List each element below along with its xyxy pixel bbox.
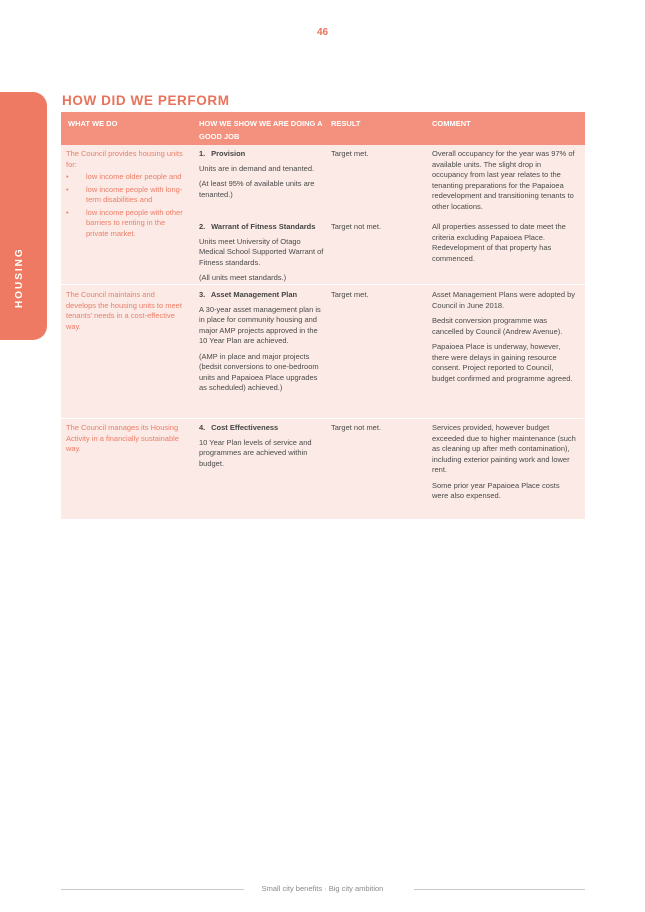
- measure-title-text: Warrant of Fitness Standards: [211, 222, 316, 231]
- page-number: 46: [316, 27, 329, 38]
- measure-text: (All units meet standards.): [199, 273, 287, 282]
- table-header: [61, 112, 585, 145]
- measure-1: [199, 149, 324, 205]
- comment-text: Some prior year Papaioea Place costs were also expensed.: [432, 480, 560, 500]
- what-bullet: • low income older people and: [66, 172, 186, 183]
- what-intro: The Council manages its Housing Activity in a financially sustainable way.: [66, 423, 179, 453]
- measure-4: [199, 423, 324, 474]
- measure-title: [199, 423, 324, 434]
- side-tab-label: HOUSING: [14, 247, 25, 308]
- header-how-we-show: HOW WE SHOW WE ARE DOING A GOOD JOB: [199, 119, 323, 141]
- measure-number: 4.: [199, 423, 206, 432]
- measure-title: [199, 222, 324, 233]
- footer-tagline: Small city benefits · Big city ambition: [261, 884, 384, 893]
- comment-2: [432, 222, 577, 269]
- row-divider: [61, 284, 585, 285]
- measure-text: (At least 95% of available units are tenanted.): [199, 179, 315, 199]
- result-2: Target not met.: [331, 222, 382, 231]
- what-we-do-group-1: [66, 149, 186, 239]
- header-result: RESULT: [331, 119, 361, 128]
- measure-number: 1.: [199, 149, 206, 158]
- comment-3: [432, 290, 577, 389]
- what-intro: The Council provides housing units for:: [66, 149, 183, 169]
- measure-text: 10 Year Plan levels of service and programmes are achieved within budget.: [199, 437, 312, 468]
- comment-4: [432, 423, 577, 507]
- comment-text: Services provided, however budget exceeded due to higher maintenance (such as cleaning up after meth contamination), including exterior painting work and lower rent.: [432, 423, 576, 474]
- result-4: Target not met.: [331, 423, 382, 432]
- what-we-do-group-2: [66, 290, 186, 332]
- what-we-do-group-3: [66, 423, 186, 455]
- what-bullet-list: [66, 172, 186, 239]
- measure-3: [199, 290, 324, 399]
- measure-title: [199, 290, 324, 301]
- what-bullet: • low income people with long-term disabilities and: [66, 185, 186, 206]
- measure-title-text: Cost Effectiveness: [211, 423, 279, 432]
- comment-text: All properties assessed to date meet the criteria excluding Papaioea Place. Redevelopment of that property has commenced.: [432, 222, 566, 263]
- side-tab: [0, 92, 47, 340]
- result-3: Target met.: [331, 290, 369, 299]
- measure-text: Units meet University of Otago Medical School Supported Warrant of Fitness standards.: [199, 236, 324, 267]
- measure-text: Units are in demand and tenanted.: [199, 163, 315, 173]
- comment-text: Papaioea Place is underway, however, there were delays in gaining resource consent. Project reported to Council, budget confirmed and programme agreed.: [432, 342, 573, 383]
- section-title: HOW DID WE PERFORM: [62, 93, 230, 108]
- measure-title: [199, 149, 324, 160]
- measure-title-text: Asset Management Plan: [210, 290, 298, 299]
- header-comment: COMMENT: [432, 119, 471, 128]
- performance-table: [61, 112, 585, 519]
- row-divider: [61, 418, 585, 419]
- measure-text: (AMP in place and major projects (bedsit conversions to one-bedroom units and Papaioea Place upgrades as scheduled) achieved.): [199, 351, 319, 392]
- comment-1: [432, 149, 577, 217]
- measure-number: 3.: [199, 290, 206, 299]
- comment-text: Asset Management Plans were adopted by Council in June 2018.: [432, 290, 576, 310]
- footer-rule-right: [414, 889, 585, 890]
- measure-2: [199, 222, 324, 289]
- measure-title-text: Provision: [211, 149, 246, 158]
- result-1: Target met.: [331, 149, 369, 158]
- comment-text: Overall occupancy for the year was 97% of available units. The slight drop in occupancy from last year relates to the tenanting preparations for the Papaioea redevelopment and transitioning tenants to other locations.: [432, 149, 575, 211]
- measure-number: 2.: [199, 222, 206, 231]
- what-intro: The Council maintains and develops the housing units to meet tenants' needs in a cost-effective way.: [66, 290, 182, 331]
- what-bullet: • low income people with other barriers to renting in the private market.: [66, 208, 186, 240]
- header-what-we-do: WHAT WE DO: [68, 119, 118, 128]
- comment-text: Bedsit conversion programme was cancelled by Council (Andrew Avenue).: [432, 316, 563, 336]
- measure-text: A 30-year asset management plan is in place for community housing and major AMP projects approved in the 10 Year Plan are achieved.: [199, 304, 321, 345]
